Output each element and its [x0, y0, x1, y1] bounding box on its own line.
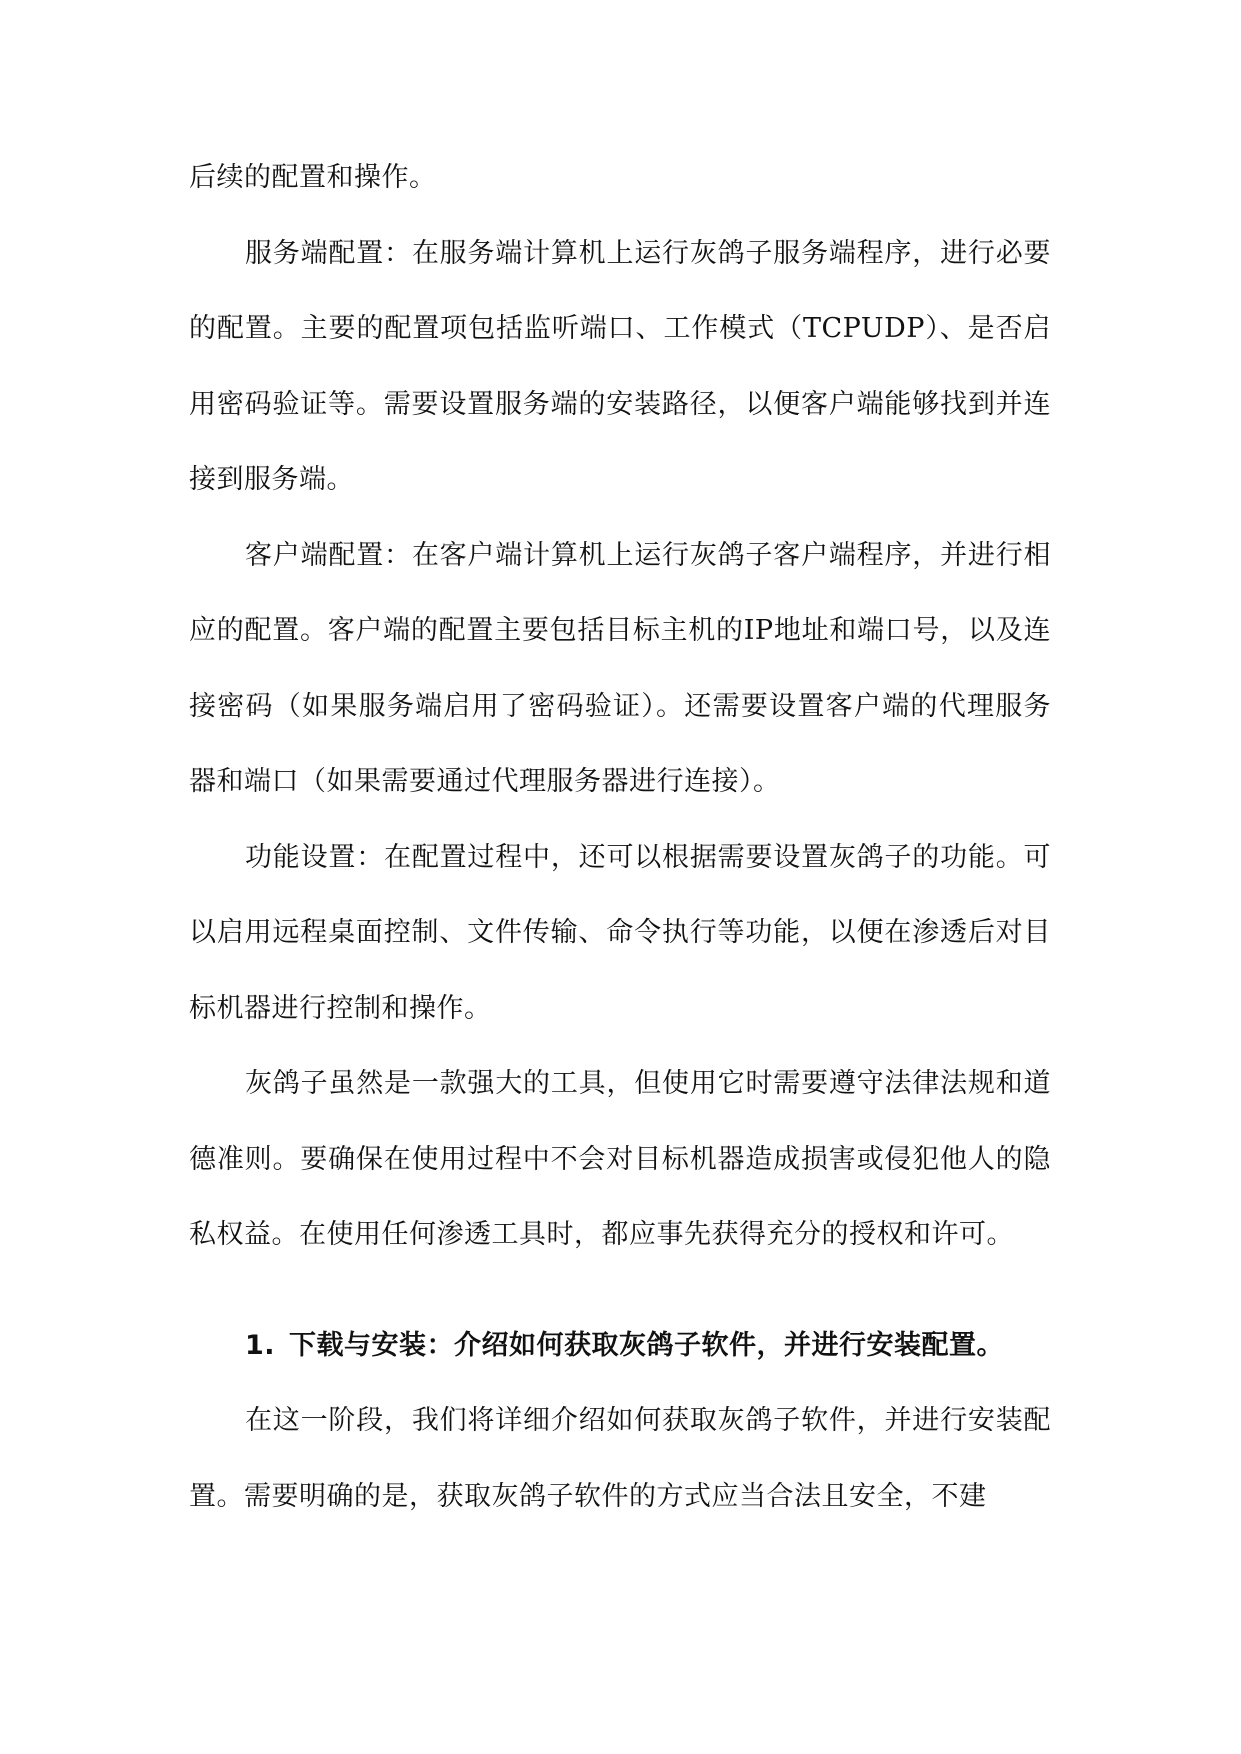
- paragraph-feature-settings: 功能设置：在配置过程中，还可以根据需要设置灰鸽子的功能。可以启用远程桌面控制、文件传输、命令执行等功能，以便在渗透后对目标机器进行控制和操作。: [189, 841, 1051, 1024]
- paragraph-client-config: 客户端配置：在客户端计算机上运行灰鸽子客户端程序，并进行相应的配置。客户端的配置主要包括目标主机的IP地址和端口号，以及连接密码（如果服务端启用了密码验证）。还需要设置客户端的代理服务器和端口（如果需要通过代理服务器进行连接）。: [189, 539, 1051, 797]
- section-heading: [189, 1308, 1051, 1384]
- paragraph-download-intro: 在这一阶段，我们将详细介绍如何获取灰鸽子软件，并进行安装配置。需要明确的是，获取灰鸽子软件的方式应当合法且安全，不建: [189, 1405, 1051, 1512]
- paragraph-server-config: 服务端配置：在服务端计算机上运行灰鸽子服务端程序，进行必要的配置。主要的配置项包括监听端口、工作模式（TCPUDP）、是否启用密码验证等。需要设置服务端的安装路径，以便客户端能够找到并连接到服务端。: [189, 237, 1051, 495]
- section-number: 1.: [245, 1329, 276, 1361]
- paragraph-legal-notice: 灰鸽子虽然是一款强大的工具，但使用它时需要遵守法律法规和道德准则。要确保在使用过程中不会对目标机器造成损害或侵犯他人的隐私权益。在使用任何渗透工具时，都应事先获得充分的授权和许可。: [189, 1068, 1051, 1250]
- document-body: [189, 140, 1051, 1534]
- section-title: 下载与安装：介绍如何获取灰鸽子软件，并进行安装配置。: [289, 1329, 1005, 1361]
- paragraph-continuation: 后续的配置和操作。: [189, 162, 437, 193]
